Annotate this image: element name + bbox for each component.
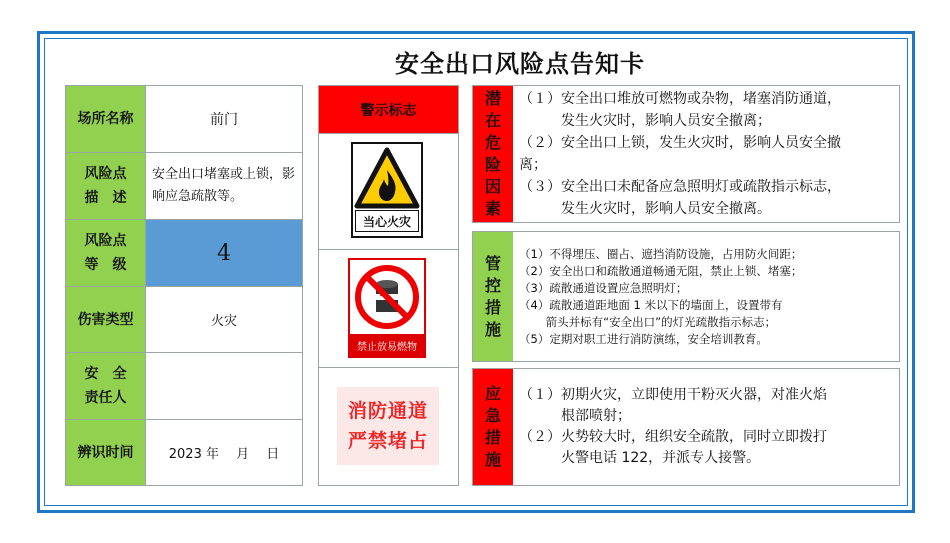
controls-label-char: 施 (484, 319, 501, 339)
card-title: 安全出口风险点告知卡 (395, 50, 645, 78)
row-owner (66, 353, 302, 420)
description-label (66, 153, 146, 219)
hazards-line: 离； (519, 157, 547, 173)
flame-warning-icon (353, 146, 421, 212)
row-level (66, 220, 302, 287)
hazards-label-char: 在 (484, 111, 501, 130)
warning-signs-header: 警示标志 (319, 86, 458, 133)
emergency-line: 根部喷射； (519, 408, 631, 424)
hazards-block (472, 85, 900, 223)
hazards-line: （２）安全出口上锁，发生火灾时，影响人员安全撤 (519, 135, 841, 151)
fire-lane-text-line2: 严禁堵占 (347, 430, 428, 452)
identify-time-value: 2023 年 月 日 (168, 447, 280, 462)
row-identify-time (66, 420, 302, 485)
hazards-label-char: 因 (484, 177, 501, 196)
controls-block (472, 231, 900, 362)
site-label: 场所名称 (66, 86, 146, 152)
hazards-line: （１）安全出口堆放可燃物或杂物，堵塞消防通道， (519, 91, 841, 107)
controls-line: （4）疏散通道距地面 1 米以下的墙面上，设置带有 (519, 297, 783, 312)
emergency-text (519, 369, 893, 485)
no-flammable-text: 禁止放易燃物 (350, 334, 424, 356)
warning-signs-column (318, 85, 459, 486)
controls-line: （1）不得埋压、圈占、遮挡消防设施，占用防火间距； (519, 246, 803, 261)
hazards-label-char: 险 (484, 155, 501, 174)
sign-cell-flammable (319, 249, 458, 367)
emergency-label-char: 应 (484, 384, 501, 403)
hazards-label-char: 潜 (484, 89, 501, 108)
harm-type-label: 伤害类型 (66, 287, 146, 352)
no-flammable-sign (348, 258, 426, 358)
description-value: 安全出口堵塞或上锁，影响应急疏散等。 (152, 167, 296, 204)
info-table (65, 85, 303, 486)
controls-line: （3）疏散通道设置应急照明灯； (519, 280, 688, 295)
controls-line: （5）定期对职工进行消防演练，安全培训教育。 (519, 331, 768, 346)
level-value: 4 (146, 220, 302, 286)
hazards-text (519, 86, 893, 222)
hazards-line: 发生火灾时，影响人员安全撤离。 (519, 201, 771, 217)
sign-cell-fire (319, 133, 458, 249)
level-label-line1: 风险点 (84, 233, 127, 249)
controls-label-char: 措 (484, 297, 501, 317)
controls-label-char: 管 (484, 253, 501, 273)
owner-label-line2: 责任人 (84, 390, 127, 406)
row-description (66, 153, 302, 220)
row-harm-type (66, 287, 302, 353)
fire-lane-sign (337, 387, 439, 465)
row-site (66, 86, 302, 153)
hazards-label-char: 危 (484, 133, 501, 152)
controls-line: （2）安全出口和疏散通道畅通无阻，禁止上锁、堵塞； (519, 263, 803, 278)
harm-type-value: 火灾 (210, 314, 237, 329)
controls-label-char: 控 (484, 275, 501, 295)
emergency-block (472, 368, 900, 486)
hazards-line: 发生火灾时，影响人员安全撤离； (519, 113, 771, 129)
owner-value (146, 353, 302, 419)
emergency-label-char: 措 (484, 428, 501, 447)
emergency-line: （１）初期火灾，立即使用干粉灭火器，对准火焰 (519, 387, 827, 403)
hazards-label (473, 86, 513, 222)
site-value: 前门 (210, 112, 238, 128)
fire-lane-text-line1: 消防通道 (347, 400, 428, 422)
controls-text (519, 232, 893, 361)
emergency-line: （２）火势较大时，组织安全疏散，同时立即拨打 (519, 429, 827, 445)
identify-time-label: 辨识时间 (66, 420, 146, 485)
fire-warning-sign (351, 142, 423, 238)
emergency-label (473, 369, 513, 485)
description-label-line2: 描 述 (84, 190, 127, 206)
owner-label-line1: 安 全 (84, 366, 127, 382)
controls-label (473, 232, 513, 361)
controls-line: 箭头并标有“安全出口”的灯光疏散指示标志； (519, 314, 777, 329)
level-label (66, 220, 146, 286)
description-label-line1: 风险点 (84, 166, 127, 182)
level-label-line2: 等 级 (84, 257, 127, 273)
hazards-line: （３）安全出口未配备应急照明灯或疏散指示标志， (519, 179, 841, 195)
sign-cell-fire-lane (319, 367, 458, 485)
fire-warning-text: 当心火灾 (355, 210, 419, 232)
owner-label (66, 353, 146, 419)
no-flammable-icon (350, 260, 424, 334)
emergency-label-char: 急 (484, 406, 501, 425)
emergency-label-char: 施 (484, 450, 501, 469)
emergency-line: 火警电话 122，并派专人接警。 (519, 450, 761, 466)
hazards-label-char: 素 (484, 199, 501, 218)
